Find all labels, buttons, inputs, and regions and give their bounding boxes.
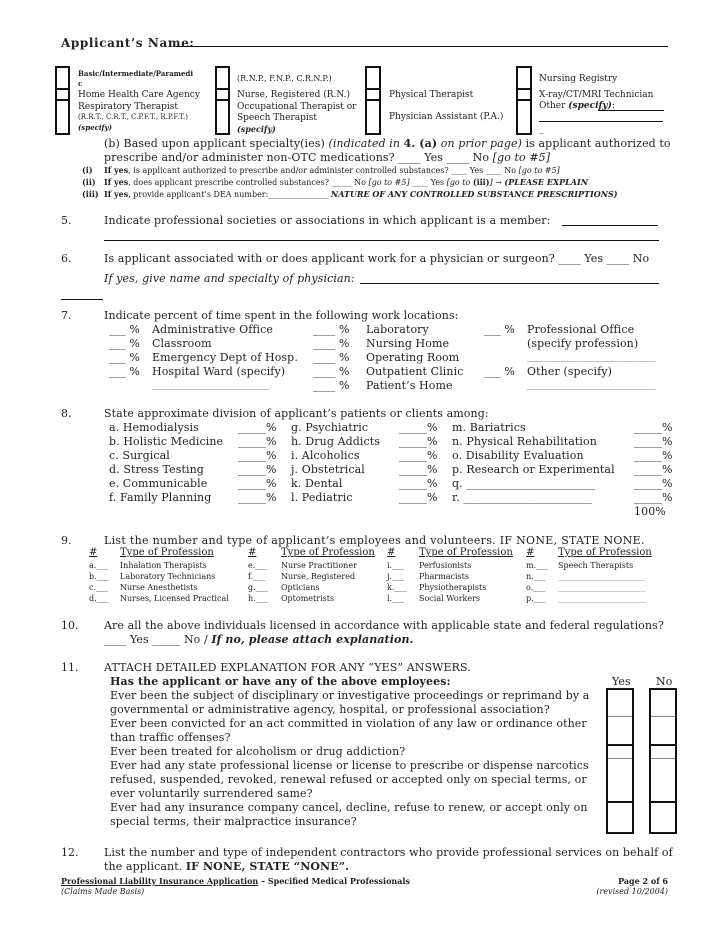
total-percent: 100%: [634, 505, 666, 518]
text: (b) Based upon applicant specialty(ies): [104, 137, 329, 150]
note: If no, please attach explanation.: [211, 633, 414, 646]
location-label: Outpatient Clinic: [366, 365, 464, 378]
profession-label: Opticians: [281, 583, 320, 592]
percent-blank[interactable]: _____%: [238, 477, 277, 490]
specify-label: (specify): [568, 101, 612, 111]
profession-label: Perfusionists: [419, 561, 472, 570]
text: IF NONE, STATE “NONE”.: [185, 860, 350, 873]
question-item: Ever been treated for alcoholism or drug addiction?: [110, 745, 406, 758]
column-header: #: [387, 547, 396, 558]
percent-blank[interactable]: ___ %: [109, 365, 140, 378]
q4b-line-1: [104, 137, 671, 150]
checkbox-column-3-row-1[interactable]: [367, 68, 379, 87]
count-blank[interactable]: p.___: [526, 594, 546, 603]
location-label: Operating Room: [366, 351, 460, 364]
percent-blank[interactable]: _____%: [238, 421, 277, 434]
question-text: ATTACH DETAILED EXPLANATION FOR ANY “YES” ANSWERS.: [104, 661, 471, 674]
footer-title: [61, 876, 410, 886]
profession-label: Optometrists: [281, 594, 335, 603]
percent-blank[interactable]: ___ %: [484, 365, 515, 378]
column-header: #: [248, 547, 257, 558]
no-checkbox-license[interactable]: [651, 760, 675, 801]
checkbox-other[interactable]: [518, 101, 530, 133]
percent-blank[interactable]: ___ %: [109, 351, 140, 364]
profession-label: Inhalation Therapists: [120, 561, 207, 570]
percent-blank[interactable]: ____ %: [313, 337, 350, 350]
profession-label: Speech Therapists: [558, 561, 634, 570]
question-item: Ever been convicted for an act committed in violation of any law or ordinance other: [110, 717, 587, 730]
profession-label: Nurses, Licensed Practical: [120, 594, 229, 603]
count-blank[interactable]: l.___: [387, 594, 405, 603]
revision-date: (revised 10/2004): [596, 887, 668, 896]
yes-checkbox-alcoholism[interactable]: [608, 746, 632, 758]
percent-blank[interactable]: _____%: [399, 435, 438, 448]
subheading: Has the applicant or have any of the above employees:: [110, 675, 451, 688]
location-label: Nursing Home: [366, 337, 450, 350]
category-label: i. Alcoholics: [291, 449, 360, 462]
category-label: h. Drug Addicts: [291, 435, 381, 448]
count-blank[interactable]: k.___: [387, 583, 407, 592]
count-blank[interactable]: i.___: [387, 561, 405, 570]
divider: [651, 716, 675, 717]
text: [go to #5]: [518, 166, 560, 175]
q4b-iii: [104, 189, 618, 199]
followup-text: If yes, give name and specialty of physician:: [104, 272, 355, 285]
q4b-ii: [104, 177, 588, 187]
physician-name-field[interactable]: [360, 283, 659, 284]
text: the applicant.: [104, 860, 186, 873]
category-label: g. Psychiatric: [291, 421, 369, 434]
question-item: than traffic offenses?: [110, 731, 231, 744]
physician-name-field-2[interactable]: [61, 299, 103, 300]
percent-blank[interactable]: _____%: [238, 463, 277, 476]
percent-blank[interactable]: ___ %: [109, 337, 140, 350]
category-label: d. Stress Testing: [109, 463, 204, 476]
category-label-other-r[interactable]: r. _______________________: [452, 491, 593, 504]
yes-checkbox-disciplinary[interactable]: [608, 690, 632, 716]
societies-field[interactable]: [562, 225, 658, 226]
count-blank[interactable]: g.___: [248, 583, 268, 592]
text: , does applicant prescribe controlled substances? _____ No: [128, 178, 369, 187]
percent-blank[interactable]: _____%: [238, 435, 277, 448]
other-location-field[interactable]: _______________________: [527, 377, 656, 390]
percent-blank[interactable]: _____%: [399, 491, 438, 504]
location-label: Laboratory: [366, 323, 429, 336]
text: NATURE OF ANY CONTROLLED SUBSTANCE PRESCRIPTIONS): [330, 189, 618, 199]
yes-no-blanks[interactable]: ____ Yes _____ No /: [104, 633, 212, 646]
option-label: (specify): [78, 123, 112, 132]
checkbox-home-health[interactable]: [57, 90, 68, 98]
q4b-line-2: [104, 151, 550, 164]
question-text: List the number and type of applicant’s employees and volunteers. IF NONE, STATE NONE.: [104, 534, 645, 547]
claims-basis: (Claims Made Basis): [61, 887, 145, 896]
applicant-name-field[interactable]: [176, 46, 668, 47]
option-label: Home Health Care Agency: [78, 90, 200, 100]
question-text: Are all the above individuals licensed in accordance with applicable state and federal regulations?: [104, 619, 664, 632]
percent-blank[interactable]: _____%: [634, 449, 673, 462]
no-checkbox-convicted[interactable]: [651, 718, 675, 744]
percent-blank[interactable]: ____ %: [313, 323, 350, 336]
location-label: Other (specify): [527, 365, 613, 378]
text: , is applicant authorized to prescribe and/or administer controlled substances? ____ Yes ____ No: [128, 166, 519, 175]
divider: [608, 758, 632, 759]
profession-label: Social Workers: [419, 594, 481, 603]
option-label: Occupational Therapist or: [237, 102, 357, 112]
q4b-i: [104, 165, 560, 175]
percent-blank[interactable]: _____%: [399, 463, 438, 476]
text: ] →: [489, 178, 505, 187]
question-text: Indicate professional societies or associations in which applicant is a member:: [104, 214, 551, 227]
option-label: (specify): [237, 124, 276, 134]
text: [go to: [446, 178, 473, 187]
column-header: #: [526, 547, 535, 558]
column-header: Type of Profession: [419, 547, 513, 558]
category-label: p. Research or Experimental: [452, 463, 615, 476]
q10-answer[interactable]: [104, 633, 413, 646]
column-header: Type of Profession: [558, 547, 652, 558]
question-item: Ever had any insurance company cancel, decline, refuse to renew, or accept only on: [110, 801, 588, 814]
text: , provide applicant’s DEA number:_______________: [128, 190, 331, 199]
divider: [608, 716, 632, 717]
location-label: (specify profession): [527, 337, 639, 350]
text: [go to #5]: [492, 151, 551, 164]
question-number: 6.: [61, 252, 72, 265]
text: [go to #5]: [368, 178, 410, 187]
hospital-ward-field[interactable]: _____________________: [152, 377, 270, 390]
question-number: 9.: [61, 534, 72, 547]
profession-field[interactable]: _______________________: [527, 349, 656, 362]
text: prescribe and/or administer non-OTC medications? ____ Yes ____ No: [104, 151, 493, 164]
option-label: (R.R.T., C.R.T., C.P.F.T., R.P.F.T.): [78, 113, 188, 121]
count-blank[interactable]: c.___: [89, 583, 109, 592]
option-label: (R.N.P., F.N.P., C.R.N.P.): [237, 74, 332, 83]
question-number: 7.: [61, 309, 72, 322]
text: ____ Yes: [409, 178, 447, 187]
percent-blank[interactable]: ____ %: [313, 379, 350, 392]
item-label: (i): [82, 165, 93, 175]
category-label: c. Surgical: [109, 449, 170, 462]
category-label: n. Physical Rehabilitation: [452, 435, 597, 448]
profession-label: Nurse, Registered: [281, 572, 356, 581]
percent-blank[interactable]: _____%: [634, 435, 673, 448]
other-label: Other: [539, 101, 569, 111]
option-label: Respiratory Therapist: [78, 102, 178, 112]
category-label: m. Bariatrics: [452, 421, 526, 434]
question-number: 10.: [61, 619, 79, 632]
percent-blank[interactable]: _____%: [399, 477, 438, 490]
text: is applicant authorized to: [521, 137, 671, 150]
checkbox-registered-nurse[interactable]: [217, 90, 228, 98]
option-label: Nurse, Registered (R.N.): [237, 90, 351, 100]
profession-field[interactable]: ______________________: [558, 572, 646, 581]
divider: [651, 758, 675, 759]
category-label: e. Communicable: [109, 477, 208, 490]
form-title: Professional Liability Insurance Application: [61, 876, 259, 886]
option-label: c: [78, 79, 83, 88]
question-number: 12.: [61, 846, 79, 859]
location-label: Emergency Dept of Hosp.: [152, 351, 298, 364]
yes-checkbox-insurance[interactable]: [608, 803, 632, 832]
column-header: Type of Profession: [120, 547, 214, 558]
percent-blank[interactable]: _____%: [399, 421, 438, 434]
text: on prior page): [437, 137, 522, 150]
count-blank[interactable]: m.___: [526, 561, 549, 570]
no-column-label: No: [656, 675, 673, 688]
category-label: b. Holistic Medicine: [109, 435, 224, 448]
question-item: Ever had any state professional license or license to prescribe or dispense narcotics: [110, 759, 589, 772]
profession-label: Pharmacists: [419, 572, 469, 581]
count-blank[interactable]: b.___: [89, 572, 109, 581]
text: (indicated in: [328, 137, 404, 150]
option-label: Speech Therapist: [237, 113, 317, 123]
applicant-name-label: Applicant’s Name:: [61, 36, 195, 50]
question-text: List the number and type of independent contractors who provide professional services on behalf of: [104, 846, 673, 859]
category-label: f. Family Planning: [109, 491, 212, 504]
question-number: 8.: [61, 407, 72, 420]
count-blank[interactable]: n.___: [526, 572, 546, 581]
text: If yes: [104, 189, 129, 199]
profession-label: Physiotherapists: [419, 583, 487, 592]
option-label: Physical Therapist: [389, 90, 474, 100]
question-text: Indicate percent of time spent in the following work locations:: [104, 309, 459, 322]
percent-blank[interactable]: ___ %: [109, 323, 140, 336]
checkbox-physical-therapist[interactable]: [367, 90, 379, 98]
societies-field-2[interactable]: [104, 240, 659, 241]
page-number: Page 2 of 6: [618, 876, 668, 886]
location-label: Patient’s Home: [366, 379, 453, 392]
count-blank[interactable]: f.___: [248, 572, 266, 581]
location-label: Professional Office: [527, 323, 635, 336]
count-blank[interactable]: a.___: [89, 561, 109, 570]
count-blank[interactable]: h.___: [248, 594, 268, 603]
checkbox-respiratory-therapist[interactable]: [57, 101, 68, 133]
option-label: Basic/Intermediate/Paramedi: [78, 69, 194, 78]
checkbox-nurse-practitioner[interactable]: [217, 68, 228, 87]
other-specify-field[interactable]: [598, 110, 664, 111]
checkbox-physician-assistant[interactable]: [367, 101, 379, 133]
question-item: refused, suspended, revoked, renewal refused or accepted only on special terms, or: [110, 773, 587, 786]
text: If yes: [104, 165, 129, 175]
question-number: 5.: [61, 214, 72, 227]
checkbox-occupational-speech[interactable]: [217, 101, 228, 133]
percent-blank[interactable]: _____%: [399, 449, 438, 462]
q12-line-2: [104, 860, 349, 873]
percent-blank[interactable]: _____%: [238, 491, 277, 504]
location-label: Administrative Office: [152, 323, 274, 336]
category-label: j. Obstetrical: [291, 463, 365, 476]
checkbox-xray-technician[interactable]: [518, 90, 530, 98]
underscore: _: [539, 124, 544, 134]
question-text: Is applicant associated with or does applicant work for a physician or surgeon? ____ Yes ____ No: [104, 252, 650, 265]
question-text: State approximate division of applicant’s patients or clients among:: [104, 407, 489, 420]
category-label: l. Pediatric: [291, 491, 353, 504]
column-header: #: [89, 547, 98, 558]
percent-blank[interactable]: _____%: [634, 421, 673, 434]
percent-blank[interactable]: _____%: [634, 463, 673, 476]
profession-field[interactable]: ______________________: [558, 594, 646, 603]
question-item: special terms, their malpractice insurance?: [110, 815, 357, 828]
profession-label: Laboratory Technicians: [120, 572, 216, 581]
percent-blank[interactable]: ____ %: [313, 351, 350, 364]
option-label: X-ray/CT/MRI Technician: [539, 90, 654, 100]
no-checkbox-disciplinary[interactable]: [651, 690, 675, 716]
column-header: Type of Profession: [281, 547, 375, 558]
count-blank[interactable]: j.___: [387, 572, 405, 581]
checkbox-basic-paramedic[interactable]: [57, 68, 68, 87]
profession-field[interactable]: ______________________: [558, 583, 646, 592]
percent-blank[interactable]: ___ %: [484, 323, 515, 336]
checkbox-nursing-registry[interactable]: [518, 68, 530, 87]
option-label: Nursing Registry: [539, 74, 618, 84]
category-label: k. Dental: [291, 477, 343, 490]
text: If yes: [104, 177, 129, 187]
colon: :: [611, 101, 615, 111]
question-number: 11.: [61, 661, 79, 674]
text: 4. (a): [403, 137, 438, 150]
yes-checkbox-license[interactable]: [608, 760, 632, 801]
text: (PLEASE EXPLAIN: [504, 177, 589, 187]
category-label: a. Hemodialysis: [109, 421, 199, 434]
count-blank[interactable]: e.___: [248, 561, 268, 570]
form-subtitle: – Specified Medical Professionals: [258, 876, 410, 886]
option-label: Physician Assistant (P.A.): [389, 112, 504, 122]
question-item: governmental or administrative agency, hospital, or professional association?: [110, 703, 550, 716]
text: (iii): [472, 177, 490, 187]
percent-blank[interactable]: _____%: [634, 477, 673, 490]
item-label: (ii): [82, 177, 96, 187]
item-label: (iii): [82, 189, 99, 199]
yes-checkbox-convicted[interactable]: [608, 718, 632, 744]
no-checkbox-insurance[interactable]: [651, 803, 675, 832]
location-label: Hospital Ward (specify): [152, 365, 286, 378]
yes-column-label: Yes: [612, 675, 631, 688]
question-item: ever voluntarily surrendered same?: [110, 787, 313, 800]
no-checkbox-alcoholism[interactable]: [651, 746, 675, 758]
count-blank[interactable]: d.___: [89, 594, 109, 603]
category-label-other-q[interactable]: q. _______________________: [452, 477, 596, 490]
category-label: o. Disability Evaluation: [452, 449, 584, 462]
percent-blank[interactable]: ____ %: [313, 365, 350, 378]
count-blank[interactable]: o.___: [526, 583, 546, 592]
other-specify-field-2[interactable]: [539, 121, 663, 122]
profession-label: Nurse Practitioner: [281, 561, 357, 570]
percent-blank[interactable]: _____%: [634, 491, 673, 504]
profession-label: Nurse Anesthetists: [120, 583, 198, 592]
percent-blank[interactable]: _____%: [238, 449, 277, 462]
location-label: Classroom: [152, 337, 212, 350]
question-item: Ever been the subject of disciplinary or investigative proceedings or reprimand by a: [110, 689, 590, 702]
